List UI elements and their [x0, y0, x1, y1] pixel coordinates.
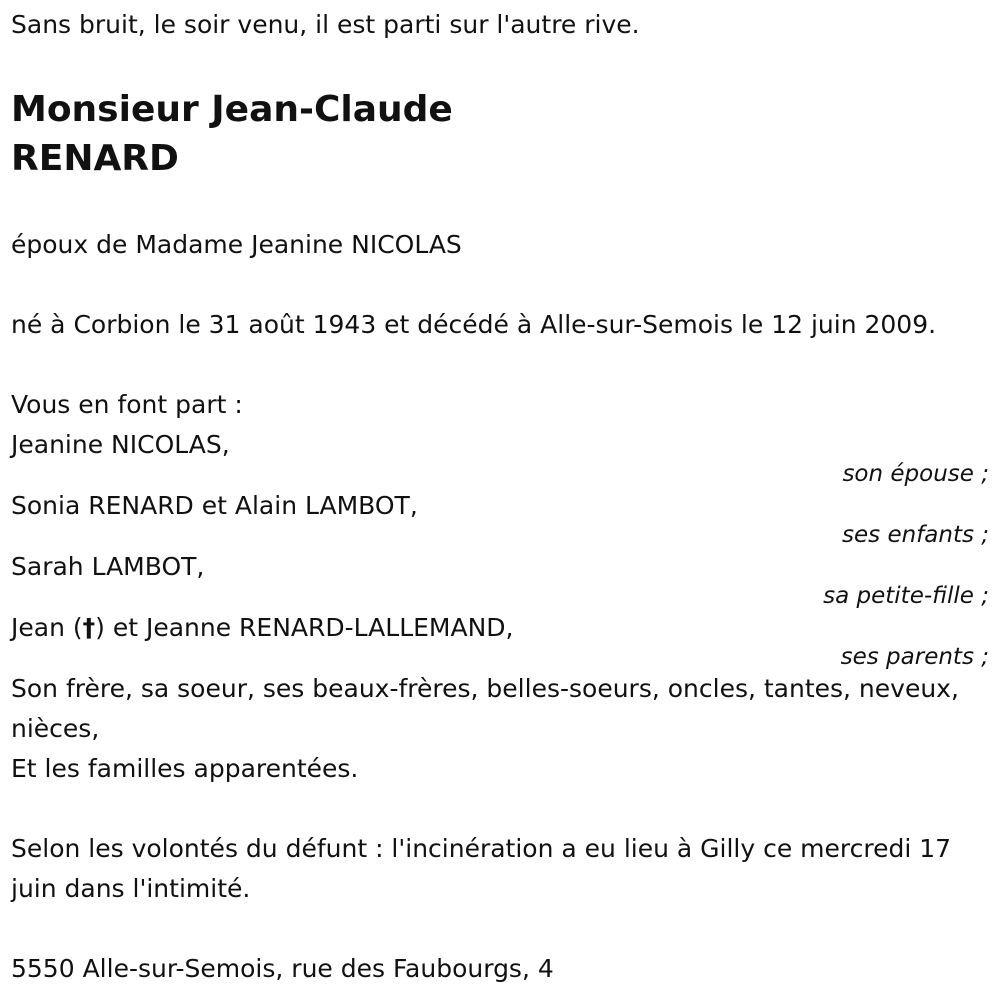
- extended-family-text: Son frère, sa soeur, ses beaux-frères, belles-soeurs, oncles, tantes, neveux, nièces,: [11, 674, 959, 743]
- obituary-document: [11, 5, 991, 989]
- announcer-relation: son épouse ;: [842, 461, 989, 487]
- deceased-name-line2: RENARD: [11, 138, 179, 179]
- announcer-name-part: ) et Jeanne RENARD-LALLEMAND,: [95, 613, 514, 642]
- announcer-relation: ses enfants ;: [842, 522, 989, 548]
- announcer-name: [11, 608, 991, 648]
- announcer-entry: [11, 608, 991, 669]
- announcer-relation: sa petite-fille ;: [823, 583, 989, 609]
- announcer-entry: [11, 425, 991, 486]
- announcers-heading: Vous en font part :: [11, 390, 243, 419]
- cremation-note: Selon les volontés du défunt : l'incinération a eu lieu à Gilly ce mercredi 17 juin dans l'intimité.: [11, 834, 952, 903]
- deceased-name-line1: Monsieur Jean-Claude: [11, 89, 453, 130]
- intro-text: Sans bruit, le soir venu, il est parti sur l'autre rive.: [11, 10, 640, 39]
- spouse-line: époux de Madame Jeanine NICOLAS: [11, 230, 462, 259]
- cross-icon: †: [82, 613, 96, 642]
- announcer-name: Jeanine NICOLAS,: [11, 430, 230, 459]
- families-text: Et les familles apparentées.: [11, 754, 359, 783]
- announcer-entry: [11, 486, 991, 547]
- announcer-entry: [11, 547, 991, 608]
- deceased-name: [11, 85, 991, 183]
- announcer-name-part: Jean (: [11, 613, 83, 642]
- address: 5550 Alle-sur-Semois, rue des Faubourgs, 4: [11, 954, 554, 983]
- announcer-name: Sarah LAMBOT,: [11, 552, 205, 581]
- birth-death-line: né à Corbion le 31 août 1943 et décédé à Alle-sur-Semois le 12 juin 2009.: [11, 310, 937, 339]
- announcer-name: Sonia RENARD et Alain LAMBOT,: [11, 491, 418, 520]
- announcer-relation: ses parents ;: [840, 644, 989, 670]
